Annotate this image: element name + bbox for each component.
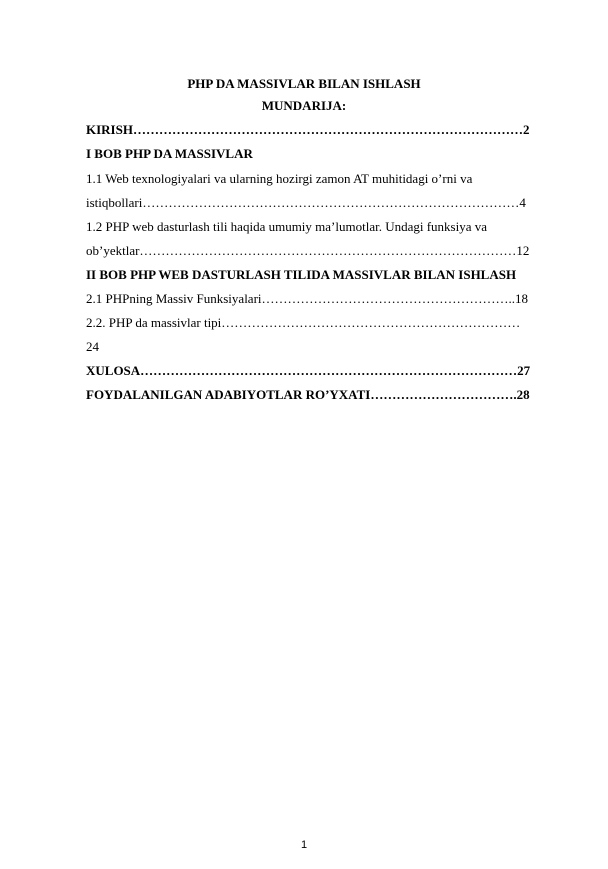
toc-heading: MUNDARIJA: bbox=[261, 98, 347, 113]
toc-entry-1-2-line1: 1.2 PHP web dasturlash tili haqida umumiy ma’lumotlar. Undagi funksiya va bbox=[86, 219, 488, 234]
toc-entry-1-1-line1: 1.1 Web texnologiyalari va ularning hozirgi zamon AT muhitidagi o’rni va bbox=[86, 171, 473, 186]
toc-entry-2-1: 2.1 PHPning Massiv Funksiyalari…………………………………………………..18 bbox=[86, 291, 529, 306]
toc-entry-2-2-line1: 2.2. PHP da massivlar tipi…………………………………………………………… bbox=[86, 315, 521, 330]
toc-chapter-1-heading: I BOB PHP DA MASSIVLAR bbox=[86, 146, 253, 161]
document-title: PHP DA MASSIVLAR BILAN ISHLASH bbox=[187, 76, 421, 91]
toc-entry-xulosa: XULOSA……………………………………………………………………………27 bbox=[86, 363, 531, 378]
toc-entry-references: FOYDALANILGAN ADABIYOTLAR RO’YXATI…………………………….28 bbox=[86, 387, 530, 402]
toc-entry-1-1-line2: istiqbollari……………………………………………………………………………4 bbox=[86, 195, 526, 210]
page-number: 1 bbox=[300, 839, 308, 851]
toc-entry-2-2-line2: 24 bbox=[86, 339, 99, 354]
toc-entry-1-2-line2: ob’yektlar……………………………………………………………………………12 bbox=[86, 243, 530, 258]
toc-chapter-2-heading: II BOB PHP WEB DASTURLASH TILIDA MASSIVLAR BILAN ISHLASH bbox=[86, 267, 517, 282]
toc-entry-kirish: KIRISH………………………………………………………………………………2 bbox=[86, 122, 530, 137]
